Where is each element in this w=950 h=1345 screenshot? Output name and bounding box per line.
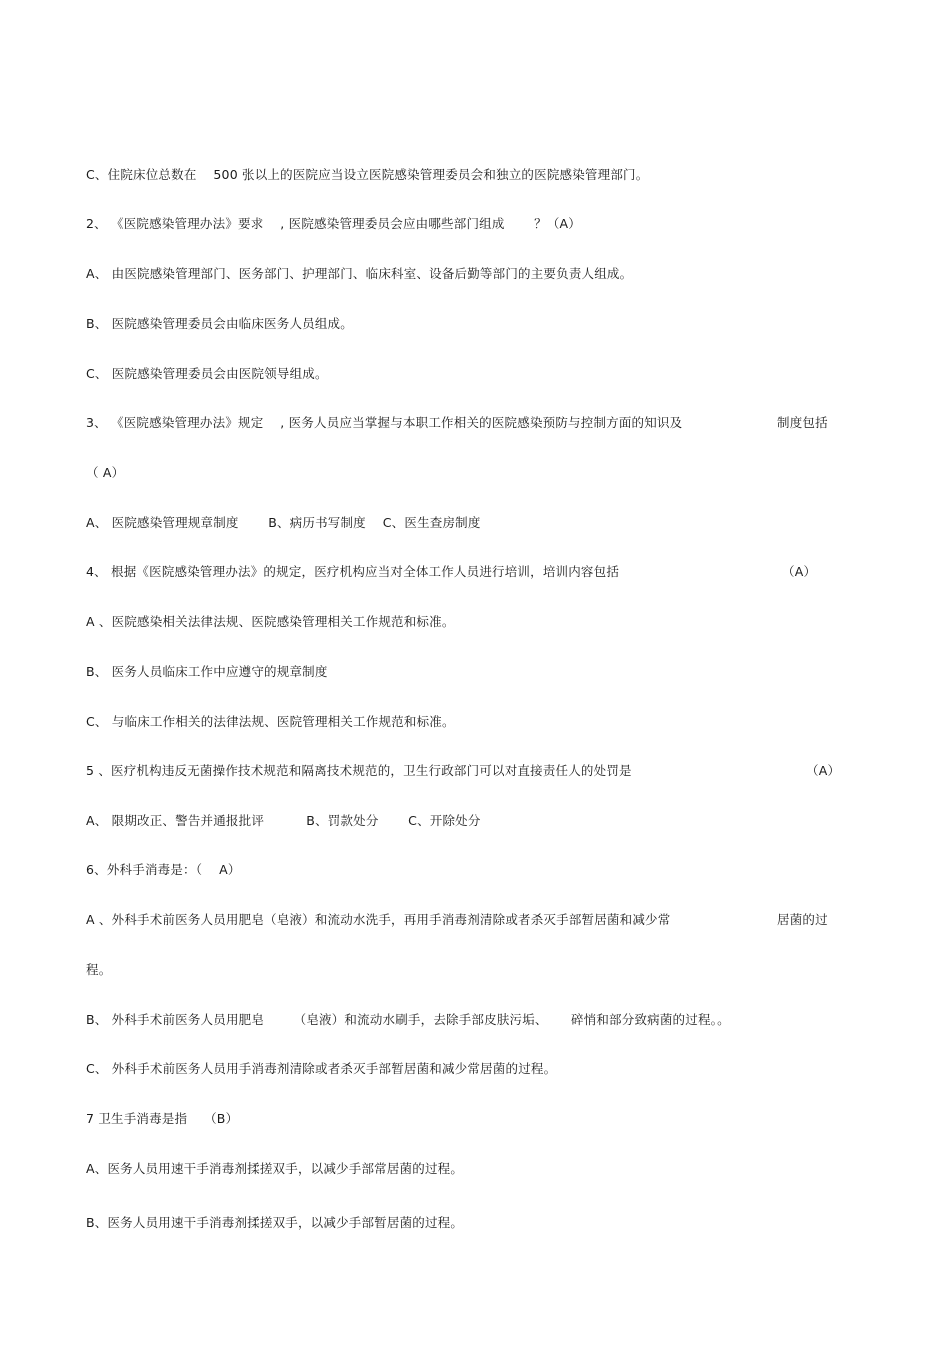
question-6: 6、外科手消毒是：（ A） xyxy=(86,862,241,877)
question-7: 7 卫生手消毒是指 （B） xyxy=(86,1111,239,1126)
text-line: C、住院床位总数在 500 张以上的医院应当设立医院感染管理委员会和独立的医院感染管理部门。 xyxy=(86,167,649,182)
question-3-tail: 制度包括 xyxy=(777,415,828,430)
question-2-option-c: C、 医院感染管理委员会由医院领导组成。 xyxy=(86,366,328,381)
question-2: 2、 《医院感染管理办法》要求 , 医院感染管理委员会应由哪些部门组成 ？（A） xyxy=(86,216,581,231)
question-6-option-a-tail: 居菌的过 xyxy=(777,912,828,927)
question-7-option-b: B、医务人员用速干手消毒剂揉搓双手，以减少手部暂居菌的过程。 xyxy=(86,1215,464,1230)
question-4-answer: （A） xyxy=(782,564,817,579)
question-4-option-b: B、 医务人员临床工作中应遵守的规章制度 xyxy=(86,664,328,679)
question-2-option-a: A、 由医院感染管理部门、医务部门、护理部门、临床科室、设备后勤等部门的主要负责人组成。 xyxy=(86,266,633,281)
question-5: 5 、医疗机构违反无菌操作技术规范和隔离技术规范的，卫生行政部门可以对直接责任人的处罚是 xyxy=(86,763,632,778)
question-2-option-b: B、 医院感染管理委员会由临床医务人员组成。 xyxy=(86,316,353,331)
question-3-answer: （ A） xyxy=(86,465,125,480)
question-6-option-a-continued: 程。 xyxy=(86,962,112,977)
question-4: 4、 根据《医院感染管理办法》的规定，医疗机构应当对全体工作人员进行培训，培训内容包括 xyxy=(86,564,620,579)
question-3: 3、 《医院感染管理办法》规定 , 医务人员应当掌握与本职工作相关的医院感染预防与控制方面的知识及 xyxy=(86,415,683,430)
question-5-options: A、 限期改正、警告并通报批评 B、罚款处分 C、开除处分 xyxy=(86,813,481,828)
question-7-option-a: A、医务人员用速干手消毒剂揉搓双手，以减少手部常居菌的过程。 xyxy=(86,1161,464,1176)
question-6-option-c: C、 外科手术前医务人员用手消毒剂清除或者杀灭手部暂居菌和减少常居菌的过程。 xyxy=(86,1061,557,1076)
question-6-option-b: B、 外科手术前医务人员用肥皂 （皂液）和流动水刷手，去除手部皮肤污垢、 碎悄和部分致病菌的过程。。 xyxy=(86,1012,730,1027)
question-4-option-c: C、 与临床工作相关的法律法规、医院管理相关工作规范和标准。 xyxy=(86,714,455,729)
question-4-option-a: A 、医院感染相关法律法规、医院感染管理相关工作规范和标准。 xyxy=(86,614,455,629)
question-3-options: A、 医院感染管理规章制度 B、病历书写制度 C、医生查房制度 xyxy=(86,515,481,530)
question-5-answer: （A） xyxy=(806,763,841,778)
question-6-option-a: A 、外科手术前医务人员用肥皂（皂液）和流动水洗手，再用手消毒剂清除或者杀灭手部暂居菌和减少常 xyxy=(86,912,671,927)
